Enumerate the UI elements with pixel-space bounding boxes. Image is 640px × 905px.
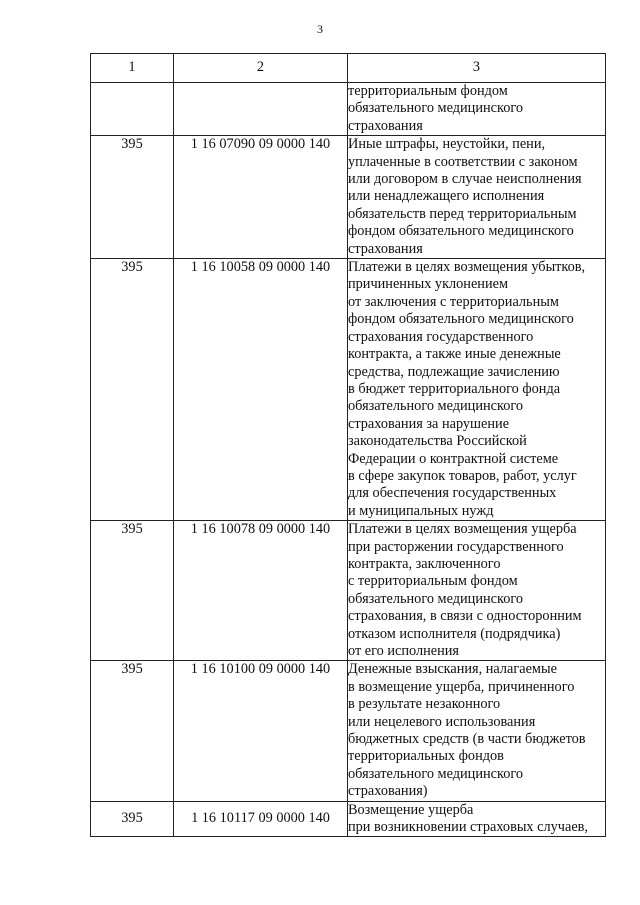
description-line: обязательного медицинского — [348, 590, 523, 607]
table-row — [91, 661, 606, 801]
description-line: в сфере закупок товаров, работ, услуг — [348, 467, 577, 484]
description-line: Возмещение ущерба — [348, 801, 474, 818]
admin-code-cell: 395 — [91, 521, 174, 661]
description-cell — [348, 521, 606, 661]
budget-code-cell: 1 16 10058 09 0000 140 — [174, 259, 348, 521]
description-line: при расторжении государственного — [348, 538, 564, 555]
description-line: от заключения с территориальным — [348, 293, 559, 310]
table-row — [91, 83, 606, 136]
budget-code-cell: 1 16 10117 09 0000 140 — [174, 801, 348, 837]
column-header-1: 1 — [91, 54, 174, 83]
description-line: в бюджет территориального фонда — [348, 380, 561, 397]
description-line: обязательств перед территориальным — [348, 205, 577, 222]
admin-code-cell: 395 — [91, 136, 174, 259]
admin-code-cell: 395 — [91, 801, 174, 837]
description-cell — [348, 801, 606, 837]
page-number: 3 — [317, 22, 323, 36]
description-line: и муниципальных нужд — [348, 502, 494, 519]
description-line: при возникновении страховых случаев, — [348, 819, 588, 836]
table-row — [91, 801, 606, 837]
description-line: Платежи в целях возмещения ущерба — [348, 521, 577, 538]
description-line: Иные штрафы, неустойки, пени, — [348, 136, 546, 153]
description-line: в результате незаконного — [348, 696, 501, 713]
description-line: обязательного медицинского — [348, 398, 523, 415]
description-line: Платежи в целях возмещения убытков, — [348, 259, 586, 276]
description-line: законодательства Российской — [348, 433, 527, 450]
description-cell — [348, 83, 606, 136]
description-line: страхования — [348, 240, 423, 257]
description-line: средства, подлежащие зачислению — [348, 363, 560, 380]
table-row — [91, 259, 606, 521]
description-line: фондом обязательного медицинского — [348, 223, 574, 240]
description-line: страхования) — [348, 783, 428, 800]
description-cell — [348, 136, 606, 259]
budget-code-cell: 1 16 10078 09 0000 140 — [174, 521, 348, 661]
budget-codes-table — [90, 53, 606, 837]
description-line: бюджетных средств (в части бюджетов — [348, 731, 586, 748]
description-line: территориальных фондов — [348, 748, 504, 765]
description-line: страхования за нарушение — [348, 415, 510, 432]
description-line: Денежные взыскания, налагаемые — [348, 661, 557, 678]
description-line: или нецелевого использования — [348, 713, 536, 730]
description-cell — [348, 259, 606, 521]
description-line: территориальным фондом — [348, 83, 508, 99]
budget-code-cell: 1 16 10100 09 0000 140 — [174, 661, 348, 801]
column-header-2: 2 — [174, 54, 348, 83]
table-row — [91, 521, 606, 661]
description-line: для обеспечения государственных — [348, 485, 557, 502]
description-line: обязательного медицинского — [348, 100, 523, 117]
description-line: контракта, заключенного — [348, 555, 501, 572]
description-line: Федерации о контрактной системе — [348, 450, 559, 467]
description-line: страхования государственного — [348, 328, 534, 345]
description-line: контракта, а также иные денежные — [348, 346, 561, 363]
description-line: отказом исполнителя (подрядчика) — [348, 625, 561, 642]
description-line: или договором в случае неисполнения — [348, 171, 582, 188]
description-line: в возмещение ущерба, причиненного — [348, 678, 575, 695]
admin-code-cell — [91, 83, 174, 136]
description-line: фондом обязательного медицинского — [348, 311, 574, 328]
description-line: страхования — [348, 117, 423, 134]
table-header-row — [91, 54, 606, 83]
description-line: страхования, в связи с односторонним — [348, 608, 582, 625]
description-line: обязательного медицинского — [348, 765, 523, 782]
description-line: или ненадлежащего исполнения — [348, 188, 545, 205]
description-line: от его исполнения — [348, 643, 459, 659]
description-line: уплаченные в соответствии с законом — [348, 153, 578, 170]
column-header-3: 3 — [348, 54, 606, 83]
admin-code-cell: 395 — [91, 259, 174, 521]
table-row — [91, 136, 606, 259]
budget-code-cell: 1 16 07090 09 0000 140 — [174, 136, 348, 259]
description-line: причиненных уклонением — [348, 276, 508, 293]
budget-code-cell — [174, 83, 348, 136]
description-cell — [348, 661, 606, 801]
admin-code-cell: 395 — [91, 661, 174, 801]
description-line: с территориальным фондом — [348, 573, 518, 590]
